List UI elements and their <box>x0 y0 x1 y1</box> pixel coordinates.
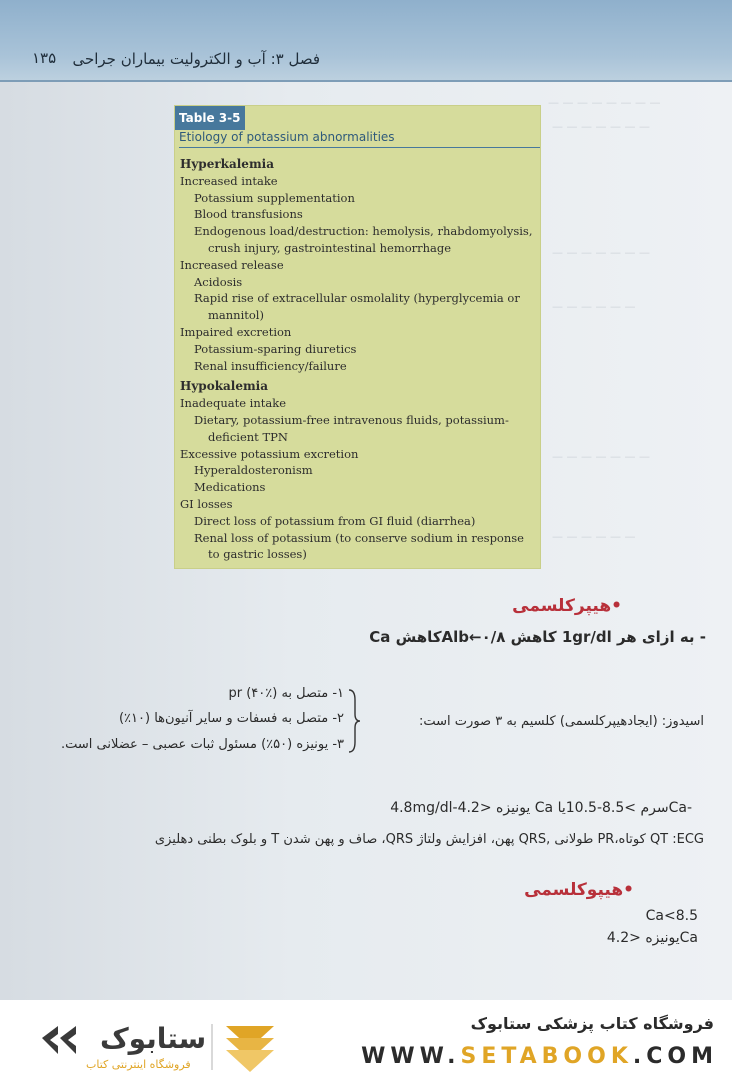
table-row: deficient TPN <box>208 429 288 444</box>
hypokalemia-heading: Hypokalemia <box>180 379 269 394</box>
bullet-icon: • <box>611 596 622 616</box>
chapter-title: فصل ۳: آب و الکترولیت بیماران جراحی <box>72 50 320 68</box>
bleed-through-text: — — — — — — — <box>552 246 650 259</box>
table-row: Hyperaldosteronism <box>194 463 313 478</box>
page-header-band <box>0 0 732 82</box>
bullet-icon: • <box>623 880 634 900</box>
logo-wordmark: ستابوک <box>100 1022 207 1055</box>
table-row: crush injury, gastrointestinal hemorrhage <box>208 240 452 255</box>
table-row: Renal loss of potassium (to conserve sodium in response <box>194 530 524 545</box>
albumin-correction-line: - به ازای هر 1gr/dl کاهش Alb←۰/۸کاهش Ca <box>369 628 706 646</box>
store-title: فروشگاه کتاب پزشکی ستابوک <box>470 1014 714 1033</box>
table-row: Increased release <box>180 257 284 272</box>
brace-icon <box>347 688 361 754</box>
table-row: Direct loss of potassium from GI fluid (diarrhea) <box>194 513 476 528</box>
bleed-through-text: — — — — — — <box>552 300 636 313</box>
bleed-through-text: — — — — — — <box>552 530 636 543</box>
table-row: Excessive potassium excretion <box>180 446 359 461</box>
ecg-findings-line: QT :ECG کوتاه،PR طولانی ,QRS پهن، افزایش ولتاژ QRS، صاف و پهن شدن T و بلوک بطنی دهلیزی <box>154 832 704 847</box>
hypocalcemia-line: Caیونیزه <4.2 <box>606 930 698 946</box>
table-row: Medications <box>194 480 266 495</box>
serum-calcium-line: -Caسرم >8.5-10.5یا Ca یونیزه <4.2-4.8mg/dl <box>390 800 692 816</box>
table-label: Table 3-5 <box>175 106 245 130</box>
hypercalcemia-heading <box>512 596 622 616</box>
table-row: to gastric losses) <box>208 547 307 562</box>
table-row: Dietary, potassium-free intravenous fluids, potassium- <box>194 412 509 427</box>
table-row: Inadequate intake <box>180 396 287 411</box>
potassium-table <box>175 106 540 568</box>
url-suffix: .COM <box>632 1044 718 1069</box>
calcium-form-item: ۱- متصل به pr (۴۰٪) <box>228 686 344 701</box>
table-row: Rapid rise of extracellular osmolality (hyperglycemia or <box>194 291 520 306</box>
hyperkalemia-heading: Hyperkalemia <box>180 157 274 171</box>
hypocalcemia-line: 8.5>Ca <box>645 908 698 924</box>
bleed-through-text: — — — — — — — <box>552 120 650 133</box>
url-prefix: WWW. <box>361 1044 461 1069</box>
url-brand: SETABOOK <box>460 1044 633 1069</box>
bleed-through-text: — — — — — — — — <box>548 96 661 109</box>
hypocalcemia-heading <box>524 880 634 900</box>
page-number: ۱۳۵ <box>32 49 57 67</box>
table-body <box>180 156 534 563</box>
table-row: Impaired excretion <box>180 324 292 339</box>
table-row: Potassium-sparing diuretics <box>194 341 357 356</box>
calcium-form-item: ۳- یونیزه (۵۰٪) مسئول ثبات عصبی – عضلانی است. <box>60 737 344 752</box>
hypercalcemia-title: هیپرکلسمی <box>512 596 612 616</box>
table-row: Endogenous load/destruction: hemolysis, rhabdomyolysis, <box>194 224 533 239</box>
table-row: Blood transfusions <box>194 207 303 222</box>
table-row: mannitol) <box>208 308 264 323</box>
table-row: Renal insufficiency/failure <box>194 358 347 373</box>
logo-tagline: فروشگاه اینترنتی کتاب <box>86 1058 191 1071</box>
table-row: GI losses <box>180 496 233 511</box>
store-url <box>361 1044 718 1069</box>
hypocalcemia-title: هیپوکلسمی <box>524 880 624 900</box>
calcium-forms-intro: اسیدوز: (ایجادهیپرکلسمی) کلسیم به ۳ صورت است: <box>419 714 704 729</box>
bleed-through-text: — — — — — — — <box>552 450 650 463</box>
table-row: Potassium supplementation <box>194 190 355 205</box>
table-row: Acidosis <box>194 274 243 289</box>
table-title: Etiology of potassium abnormalities <box>179 130 540 148</box>
table-row: Increased intake <box>180 173 278 188</box>
calcium-form-item: ۲- متصل به فسفات و سایر آنیون‌ها (۱۰٪) <box>118 711 344 726</box>
